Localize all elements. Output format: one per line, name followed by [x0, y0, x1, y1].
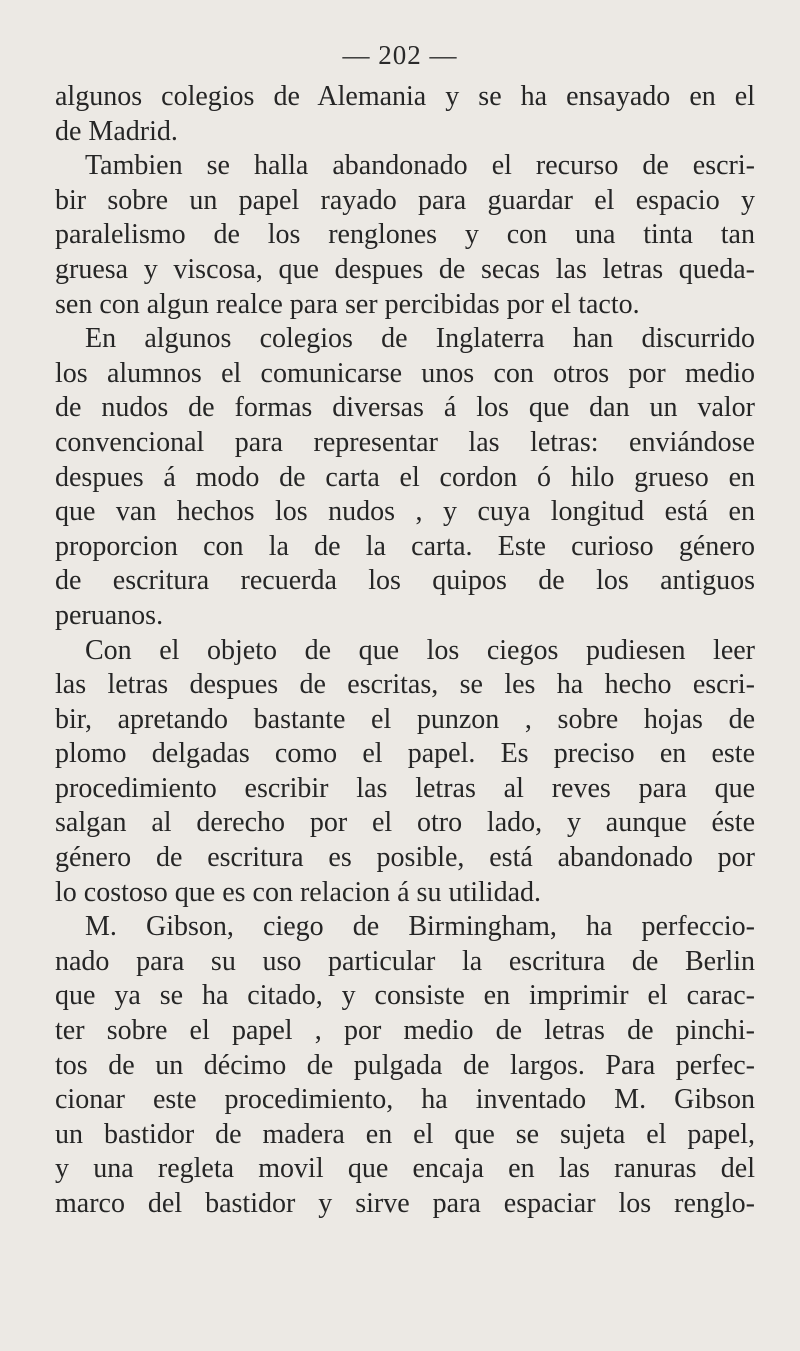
text-line: género de escritura es posible, está abandonado por — [55, 842, 755, 874]
text-line: los alumnos el comunicarse unos con otros por medio — [55, 357, 755, 389]
text-line: M. Gibson, ciego de Birmingham, ha perfeccio- — [85, 911, 755, 943]
text-line: despues á modo de carta el cordon ó hilo grueso en — [55, 461, 755, 493]
text-line: proporcion con la de la carta. Este curioso género — [55, 530, 755, 562]
text-line: convencional para representar las letras: enviándose — [55, 426, 755, 458]
text-line: bir, apretando bastante el punzon , sobre hojas de — [55, 703, 755, 735]
text-line: y una regleta movil que encaja en las ranuras del — [55, 1153, 755, 1185]
text-line: En algunos colegios de Inglaterra han discurrido — [85, 323, 755, 355]
text-line: que ya se ha citado, y consiste en imprimir el carac- — [55, 980, 755, 1012]
text-line: de escritura recuerda los quipos de los antiguos — [55, 565, 755, 597]
text-line: de Madrid. — [55, 115, 178, 147]
text-line: salgan al derecho por el otro lado, y aunque éste — [55, 807, 755, 839]
text-line: gruesa y viscosa, que despues de secas las letras queda- — [55, 253, 755, 285]
text-line: algunos colegios de Alemania y se ha ensayado en el — [55, 81, 755, 112]
text-line: lo costoso que es con relacion á su utilidad. — [55, 876, 541, 908]
text-line: peruanos. — [55, 599, 164, 631]
body-text — [55, 80, 755, 1222]
text-line: tos de un décimo de pulgada de largos. Para perfec- — [55, 1049, 755, 1081]
page-number: — 202 — — [342, 40, 458, 70]
text-line: ter sobre el papel , por medio de letras de pinchi- — [55, 1015, 755, 1047]
text-line: sen con algun realce para ser percibidas por el tacto. — [55, 288, 640, 320]
text-line: plomo delgadas como el papel. Es preciso en este — [55, 738, 755, 770]
text-line: procedimiento escribir las letras al reves para que — [55, 772, 755, 804]
text-line: un bastidor de madera en el que se sujeta el papel, — [55, 1118, 755, 1150]
text-line: Tambien se halla abandonado el recurso de escri- — [85, 150, 755, 182]
text-line: marco del bastidor y sirve para espaciar los renglo- — [55, 1188, 755, 1219]
text-line: Con el objeto de que los ciegos pudiesen leer — [85, 634, 755, 666]
text-line: de nudos de formas diversas á los que dan un valor — [55, 392, 755, 424]
text-line: nado para su uso particular la escritura de Berlin — [55, 945, 755, 977]
text-line: bir sobre un papel rayado para guardar el espacio y — [55, 184, 755, 216]
text-line: las letras despues de escritas, se les ha hecho escri- — [55, 669, 755, 701]
text-line: que van hechos los nudos , y cuya longitud está en — [55, 496, 755, 528]
text-line: paralelismo de los renglones y con una tinta tan — [55, 219, 755, 251]
text-line: cionar este procedimiento, ha inventado M. Gibson — [55, 1084, 755, 1116]
